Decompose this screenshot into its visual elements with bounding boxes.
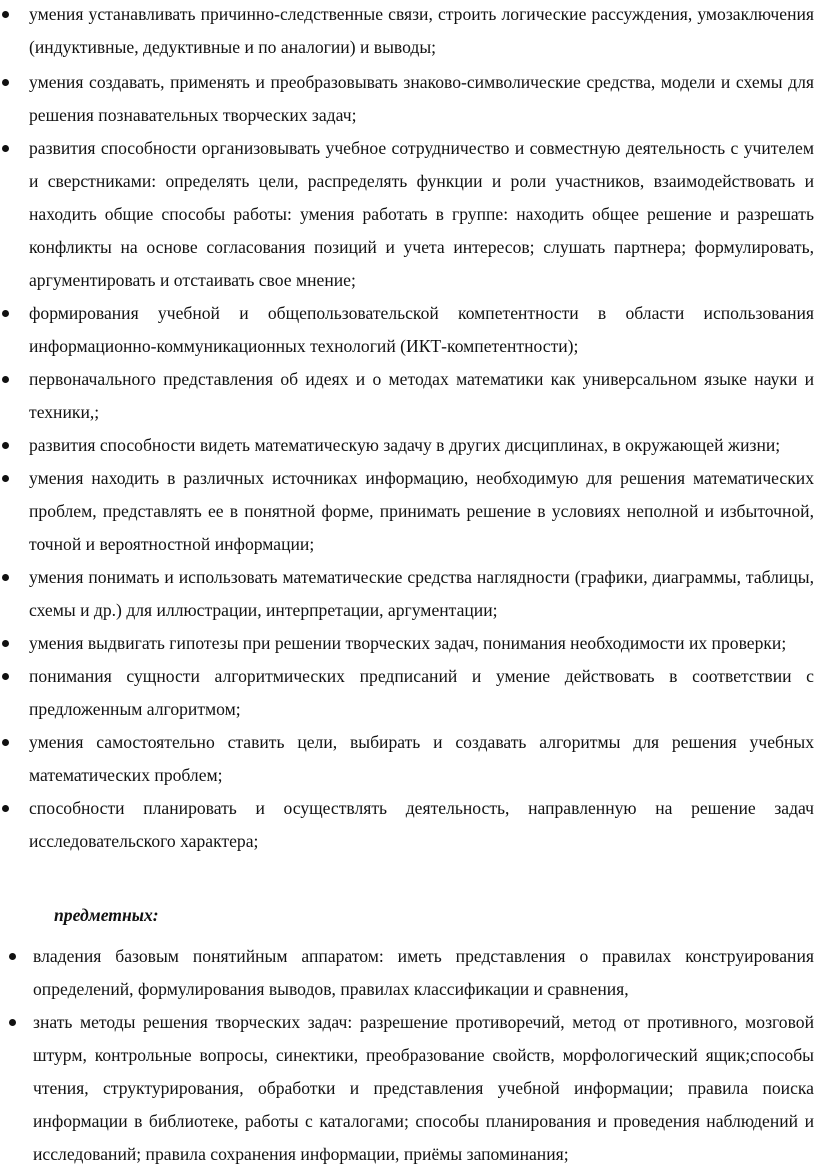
list-item bbox=[0, 462, 816, 561]
bullet-icon bbox=[2, 475, 9, 482]
bullet-icon bbox=[2, 805, 9, 812]
list-item bbox=[0, 726, 816, 792]
list-item-text: формирования учебной и общепользовательской компетентности в области использования информационно-коммуникационных технологий (ИКТ-компетентности); bbox=[29, 303, 814, 356]
bullet-icon bbox=[2, 640, 9, 647]
section-heading: предметных: bbox=[54, 905, 159, 925]
bullet-icon bbox=[9, 953, 16, 960]
list-item bbox=[0, 66, 816, 132]
bullet-icon bbox=[2, 79, 9, 86]
list-item-text: знать методы решения творческих задач: разрешение противоречий, метод от противного, мозговой штурм, контрольные вопросы, синектики, преобразование свойств, морфологический ящик;способы чтения, структурирования, обработки и представления учебной информации; правила поиска информации в библиотеке, работы с каталогами; способы планирования и проведения наблюдений и исследований; правила сохранения информации, приёмы запоминания; bbox=[33, 1012, 814, 1164]
list-item bbox=[0, 627, 816, 660]
list-item bbox=[0, 363, 816, 429]
bullet-icon bbox=[2, 574, 9, 581]
list-item-text: умения понимать и использовать математические средства наглядности (графики, диаграммы, таблицы, схемы и др.) для иллюстрации, интерпретации, аргументации; bbox=[29, 567, 814, 620]
subject-skills-list bbox=[0, 940, 816, 1171]
list-item bbox=[0, 792, 816, 858]
list-item bbox=[0, 660, 816, 726]
list-item bbox=[0, 297, 816, 363]
bullet-icon bbox=[2, 739, 9, 746]
bullet-icon bbox=[2, 673, 9, 680]
bullet-icon bbox=[2, 11, 9, 18]
list-item-text: умения устанавливать причинно-следственные связи, строить логические рассуждения, умозаключения (индуктивные, дедуктивные и по аналогии) и выводы; bbox=[29, 4, 814, 57]
bullet-icon bbox=[2, 442, 9, 449]
list-item-text: развития способности организовывать учебное сотрудничество и совместную деятельность с учителем и сверстниками: определять цели, распределять функции и роли участников, взаимодействовать и находить общие способы работы: умения работать в группе: находить общее решение и разрешать конфликты на основе согласования позиций и учета интересов; слушать партнера; формулировать, аргументировать и отстаивать свое мнение; bbox=[29, 138, 814, 290]
bullet-icon bbox=[9, 1019, 16, 1026]
list-item-text: понимания сущности алгоритмических предписаний и умение действовать в соответствии с предложенным алгоритмом; bbox=[29, 666, 814, 719]
list-item-text: владения базовым понятийным аппаратом: иметь представления о правилах конструирования определений, формулирования выводов, правилах классификации и сравнения, bbox=[33, 946, 814, 999]
list-item bbox=[0, 429, 816, 462]
list-item bbox=[0, 0, 816, 64]
list-item bbox=[0, 561, 816, 627]
bullet-icon bbox=[2, 310, 9, 317]
bullet-icon bbox=[2, 376, 9, 383]
list-item-text: развития способности видеть математическую задачу в других дисциплинах, в окружающей жизни; bbox=[29, 435, 781, 455]
list-item-text: умения находить в различных источниках информацию, необходимую для решения математических проблем, представлять ее в понятной форме, принимать решение в условиях неполной и избыточной, точной и вероятностной информации; bbox=[29, 468, 814, 554]
list-item-text: умения самостоятельно ставить цели, выбирать и создавать алгоритмы для решения учебных математических проблем; bbox=[29, 732, 814, 785]
list-item-text: первоначального представления об идеях и о методах математики как универсальном языке науки и техники,; bbox=[29, 369, 814, 422]
list-item-text: умения создавать, применять и преобразовывать знаково-символические средства, модели и схемы для решения познавательных творческих задач; bbox=[29, 72, 814, 125]
list-item-text: способности планировать и осуществлять деятельность, направленную на решение задач исследовательского характера; bbox=[29, 798, 814, 851]
list-item-text: умения выдвигать гипотезы при решении творческих задач, понимания необходимости их проверки; bbox=[29, 633, 787, 653]
list-item bbox=[0, 132, 816, 297]
list-item bbox=[0, 940, 816, 1006]
list-item bbox=[0, 1006, 816, 1171]
bullet-icon bbox=[2, 145, 9, 152]
